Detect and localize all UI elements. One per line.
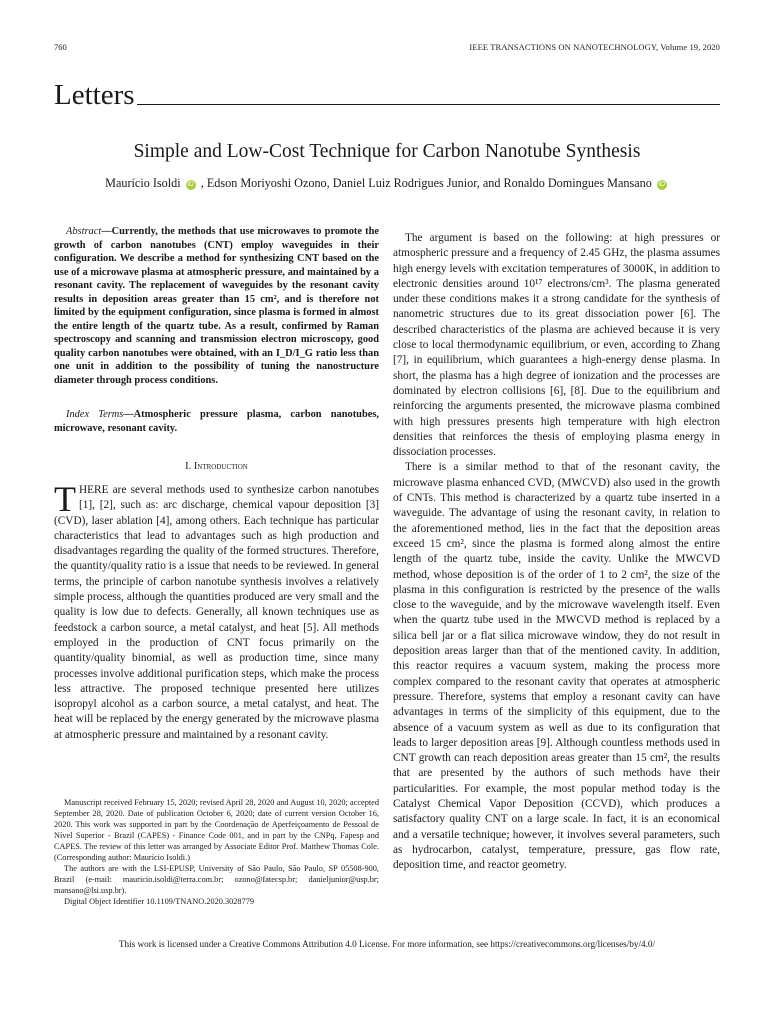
footnote-affiliation: The authors are with the LSI-EPUSP, University of São Paulo, São Paulo, SP 05508-900, Brazil (e-mail: mauricio.isoldi@terra.com.br; ozono@fatecsp.br; danieljunior@usp.br; mansano@lsi.usp.br). — [54, 864, 379, 895]
intro-text: are several methods used to synthesize carbon nanotubes [1], [2], such as: arc discharge, chemical vapour deposition [3] (CVD), laser ablation [4], among others. Each technique has particular characteristics that lead to advantages such as high production and disadvantages regarding the quality of the formed structures. Therefore, the quantity/quality ratio is a issue that needs to be reviewed. In general terms, the principle of carbon nanotube synthesis involves a relatively simple process, although the quantities produced are very small and the quality is low due to defects. Generally, all known techniques use as feedstock a carbon source, a metal catalyst, and heat [5]. All methods employed in the production of CNT focus primarily on the quantity/quality binomial, as well as production time, since many processes involve additional purification steps, which make the process less attractive. The proposed technique presented here utilizes isopropyl alcohol as a carbon source, a metal catalyst, and heat. The heat will be replaced by the energy generated by the microwave plasma at atmospheric pressure and maintained by a resonant cavity. — [54, 484, 379, 741]
intro-paragraph — [54, 479, 379, 743]
orcid-icon[interactable]: iD — [187, 181, 194, 188]
right-column — [393, 231, 720, 873]
section-heading — [54, 461, 379, 472]
page-number: 760 — [54, 42, 67, 52]
drop-cap: T — [54, 479, 76, 519]
section-rule — [137, 104, 720, 105]
index-terms-text: —Atmospheric pressure plasma, carbon nanotubes, microwave, resonant cavity. — [54, 409, 379, 434]
section-label-row — [54, 78, 720, 110]
abstract — [54, 225, 379, 387]
footnote-manuscript: Manuscript received February 15, 2020; revised April 28, 2020 and August 10, 2020; accepted September 28, 2020. Date of publication October 6, 2020; date of current version October 16, 2020. This work was supported in part by the Coordenação de Aperfeiçoamento de Pessoal de Nível Superior - Brazil (CAPES) - Finance Code 001, and in part by the CNPq, Fapesp and CAPES. The review of this letter was arranged by Associate Editor Prof. Matthew Thomas Cole. (Corresponding author: Maurício Isoldi.) — [54, 798, 379, 862]
footnote-doi: Digital Object Identifier 10.1109/TNANO.2020.3028779 — [64, 897, 255, 906]
body-paragraph: The argument is based on the following: at high pressures or atmospheric pressure and a frequency of 2.45 GHz, the plasma assumes high energy levels with excitation temperatures of 3000K, in addition to electronic densities around 10¹⁷ electrons/cm³. The plasma generated under these conditions makes it a strong candidate for the synthesis of nanometric structures due to its great dissociation power [6]. The described characteristics of the plasma are achieved because it is very close to local thermodynamic equilibrium, or even, according to Zhang [7], in equilibrium, which guarantees a high-energy dense plasma. In short, the plasma has a high degree of ionization and the processes are dominated by electron collisions [6], [8]. Due to the equilibrium and reinforcing the arguments presented, the microwave plasma combined with high pressures presents high temperature with high electron densities that reinforces the thesis of employing plasma energy in dissociation processes. — [393, 232, 720, 459]
body-paragraph: There is a similar method to that of the resonant cavity, the microwave plasma enhanced CVD, (MWCVD) also used in the growth of CNTs. This method is characterized by a quartz tube inserted in a waveguide. The advantage of using the resonant cavity, in relation to the aforementioned method, lies in the fact that the deposition areas exceed 15 cm², since the plasma is formed along almost the entire length of the quartz tube, inside the cavity. Unlike the MWCVD method, whose deposition is of the order of 1 to 2 cm², the size of the plasma in this configuration is restricted by the presence of the walls close to the waveguide, and by the microwave wavelength itself. Even when the quartz tube used in the MWCVD method is replaced by a silica bell jar or a flat silica microwave window, they do not result in deposition areas larger than that of the mentioned cavity. In addition, this reactor requires a vacuum system, making the process more complex compared to the resonant cavity that operates at atmospheric pressure. Therefore, systems that employ a resonant cavity can have advantages in terms of the simplicity of this equipment, due to the absence of a vacuum system as well as due to its configuration that leads to larger deposition areas [9]. Although countless methods used in CNT growth can reach deposition areas greater than 15 cm², the results that are presented by the authors of such methods have their particularities. For example, the most popular method today is the Catalyst Chemical Vapor Deposition (CCVD), which produces a satisfactory quality CNT on a large scale. In fact, it is an economical and a versatile technique; however, it involves several parameters, such as hydrocarbon, catalyst, temperature, pressure, gas flow rate, deposition time, and reactor geometry. — [393, 461, 720, 872]
orcid-icon[interactable]: iD — [658, 181, 666, 188]
license-footer: This work is licensed under a Creative Commons Attribution 4.0 License. For more information, see https://creativecommons.org/licenses/by/4.0/ — [118, 939, 656, 949]
section-label: Letters — [54, 79, 135, 111]
index-terms-label: Index Terms — [66, 409, 124, 420]
intro-lead: HERE — [79, 484, 109, 496]
footnote-block — [54, 797, 379, 907]
journal-header: IEEE TRANSACTIONS ON NANOTECHNOLOGY, Volume 19, 2020 — [469, 42, 720, 52]
abstract-text: —Currently, the methods that use microwaves to promote the growth of carbon nanotubes (CNT) employ waveguides in their configuration. We describe a method for synthesizing CNT based on the use of a microwave plasma at atmospheric pressure, and maintained by a resonant cavity. The replacement of waveguides by the resonant cavity results in deposition areas greater than 15 cm², and is therefore not limited by the equipment configuration, since plasma is formed in almost the entire length of the quartz tube. As a result, confirmed by Raman spectroscopy and scanning and transmission electron microscopy, good quality carbon nanotubes were obtained, with an I_D/I_G ratio less than one unit in addition to the possibility of tuning the nanostructure diameter through process conditions. — [54, 226, 379, 386]
section-title: Introduction — [193, 461, 248, 472]
paper-title: Simple and Low-Cost Technique for Carbon Nanotube Synthesis — [133, 141, 641, 162]
section-numeral: I. — [185, 461, 192, 472]
author-list — [54, 176, 720, 191]
author-first: Maurício Isoldi — [105, 176, 181, 190]
author-rest: , Edson Moriyoshi Ozono, Daniel Luiz Rodrigues Junior, and Ronaldo Domingues Mansano — [200, 176, 652, 190]
abstract-label: Abstract — [66, 226, 102, 237]
index-terms — [54, 408, 379, 435]
